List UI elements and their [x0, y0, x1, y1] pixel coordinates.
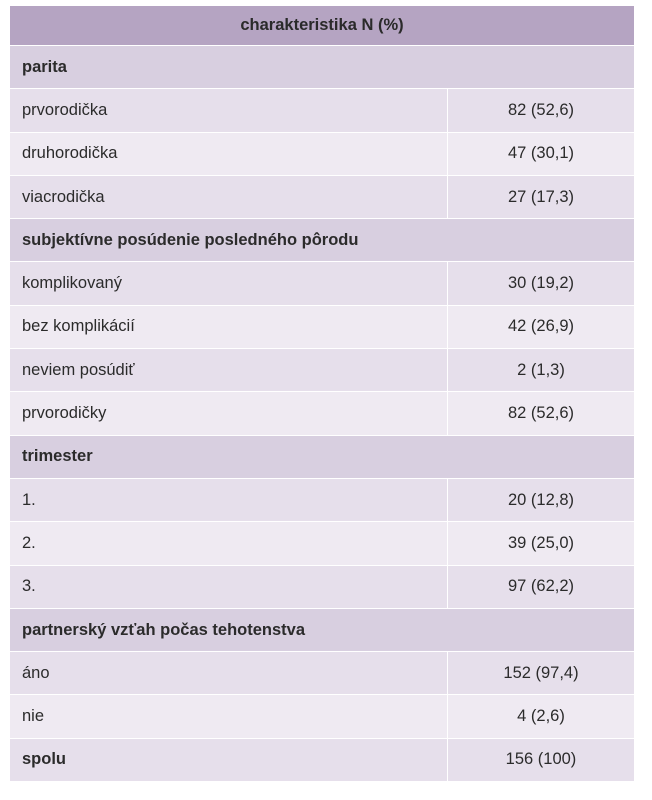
table-row [10, 262, 634, 305]
row-value: 82 (52,6) [447, 392, 634, 434]
table-row [10, 306, 634, 349]
row-label: áno [22, 663, 50, 682]
section-title: trimester [22, 447, 93, 466]
row-value: 27 (17,3) [447, 176, 634, 218]
row-value: 30 (19,2) [447, 262, 634, 304]
row-value: 47 (30,1) [447, 133, 634, 175]
row-value: 20 (12,8) [447, 479, 634, 521]
section-row-posudenie [10, 219, 634, 262]
row-value: 4 (2,6) [447, 695, 634, 737]
table-row [10, 652, 634, 695]
row-label: 2. [22, 533, 36, 552]
total-row [10, 739, 634, 782]
row-label: 1. [22, 490, 36, 509]
table-header-label: charakteristika N (%) [240, 16, 404, 34]
section-title: parita [22, 57, 67, 76]
row-value: 97 (62,2) [447, 566, 634, 608]
row-value: 39 (25,0) [447, 522, 634, 564]
table-row [10, 695, 634, 738]
section-row-partner [10, 609, 634, 652]
row-label: druhorodička [22, 144, 118, 163]
table-row [10, 176, 634, 219]
section-title: partnerský vzťah počas tehotenstva [22, 620, 306, 639]
row-label: neviem posúdiť [22, 360, 135, 379]
row-label: bez komplikácií [22, 317, 135, 336]
section-row-parita [10, 46, 634, 89]
row-value: 42 (26,9) [447, 306, 634, 348]
table-row [10, 392, 634, 435]
section-title: subjektívne posúdenie posledného pôrodu [22, 230, 359, 249]
characteristics-table [10, 6, 634, 782]
row-label: prvorodičky [22, 404, 107, 423]
table-row [10, 566, 634, 609]
row-label: viacrodička [22, 187, 105, 206]
row-label: 3. [22, 577, 36, 596]
total-label: spolu [22, 750, 66, 769]
table-row [10, 479, 634, 522]
table-header [10, 6, 634, 46]
table-row [10, 89, 634, 132]
row-label: prvorodička [22, 100, 108, 119]
table-row [10, 349, 634, 392]
table-row [10, 133, 634, 176]
row-value: 2 (1,3) [447, 349, 634, 391]
total-value: 156 (100) [447, 739, 634, 781]
row-value: 152 (97,4) [447, 652, 634, 694]
section-row-trimester [10, 436, 634, 479]
table-row [10, 522, 634, 565]
row-value: 82 (52,6) [447, 89, 634, 131]
row-label: komplikovaný [22, 274, 122, 293]
row-label: nie [22, 707, 45, 726]
